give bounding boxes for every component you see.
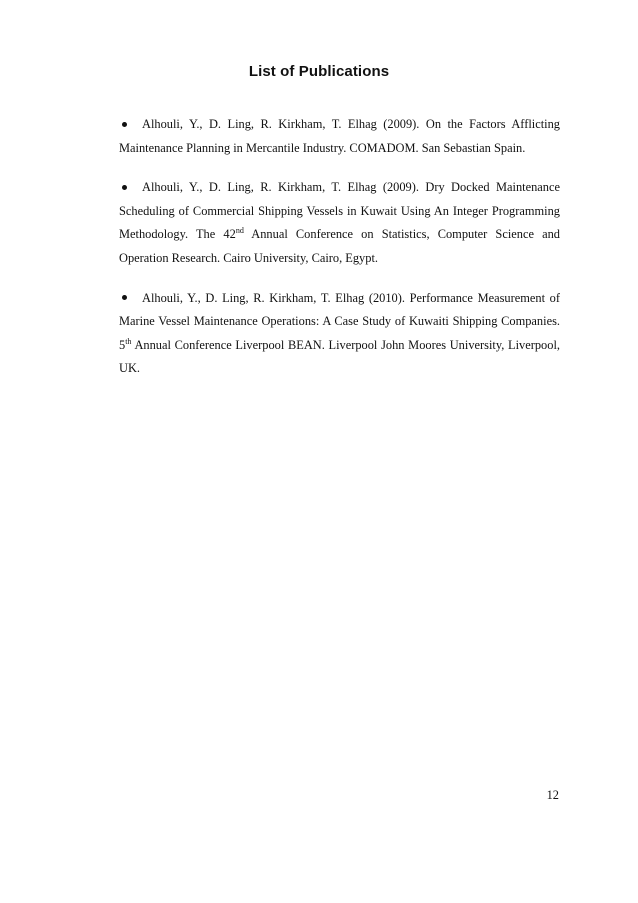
page-number: 12 <box>546 788 559 802</box>
publication-text-start: Alhouli, Y., D. Ling, R. Kirkham, T. Elhag (2010). Performance Measurement of Marine Vessel Maintenance Operations: A Case Study of Kuwaiti Shipping Companies. 5 <box>119 290 560 352</box>
publication-text: Alhouli, Y., D. Ling, R. Kirkham, T. Elhag (2009). On the Factors Afflicting Maintenance Planning in Mercantile Industry. COMADOM. San Sebastian Spain. <box>119 117 560 155</box>
page-title: List of Publications <box>248 63 390 80</box>
ordinal-suffix: nd <box>235 226 244 236</box>
ordinal-suffix: th <box>125 336 132 346</box>
bullet-icon <box>122 185 127 190</box>
publication-text-end: Annual Conference Liverpool BEAN. Liverpool John Moores University, Liverpool, UK. <box>119 337 560 376</box>
bullet-icon <box>122 122 127 127</box>
publication-item-1 <box>119 113 560 160</box>
publication-item-2 <box>119 176 560 270</box>
publication-text-end: Annual Conference on Statistics, Computer Science and Operation Research. Cairo University, Cairo, Egypt. <box>119 227 560 265</box>
bullet-icon <box>122 295 127 300</box>
publication-text-start: Alhouli, Y., D. Ling, R. Kirkham, T. Elhag (2009). Dry Docked Maintenance Scheduling of Commercial Shipping Vessels in Kuwait Using An Integer Programming Methodology. The 42 <box>119 180 560 242</box>
publication-list <box>119 113 560 397</box>
publication-item-3 <box>119 287 560 381</box>
